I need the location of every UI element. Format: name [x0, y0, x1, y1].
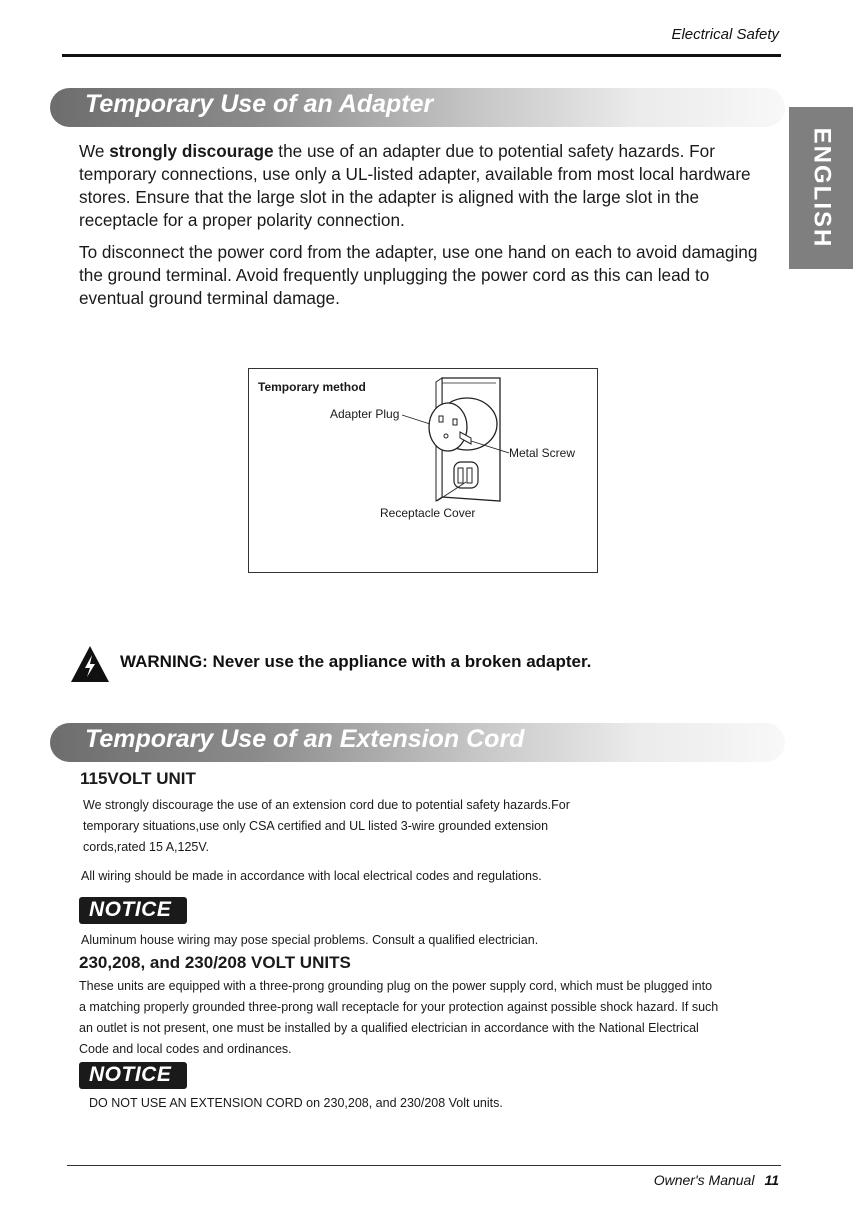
label-receptacle-cover: Receptacle Cover	[380, 506, 476, 520]
subheading-115v: 115VOLT UNIT	[80, 769, 196, 788]
label-metal-screw: Metal Screw	[509, 446, 576, 460]
notice-text-1: Aluminum house wiring may pose special problems. Consult a qualified electrician.	[81, 933, 539, 947]
section-banner-extension-cord	[50, 723, 785, 762]
p1-pre: We	[79, 141, 110, 161]
section-title-extension-cord: Temporary Use of an Extension Cord	[85, 725, 525, 753]
section-title-adapter: Temporary Use of an Adapter	[85, 90, 434, 118]
notice-badge-1	[79, 897, 187, 924]
footer-rule	[67, 1165, 781, 1166]
adapter-paragraph-1	[79, 140, 779, 232]
footer	[654, 1172, 779, 1188]
header-rule	[62, 54, 781, 57]
subheading-230v: 230,208, and 230/208 VOLT UNITS	[79, 953, 351, 972]
adapter-diagram	[248, 368, 598, 573]
p1-emphasis: strongly discourage	[109, 141, 274, 161]
paragraph-115v: We strongly discourage the use of an extension cord due to potential safety hazards.For temporary situations,use only CSA certified and UL listed 3-wire grounded extension cords,rated 15 A,125V.	[83, 798, 570, 854]
notice-badge-2	[79, 1062, 187, 1089]
label-adapter-plug: Adapter Plug	[330, 407, 400, 421]
language-tab	[789, 107, 853, 269]
notice-label-2: NOTICE	[89, 1063, 172, 1086]
paragraph-wiring: All wiring should be made in accordance with local electrical codes and regulations.	[81, 869, 542, 883]
warning-icon	[70, 645, 110, 683]
notice-label-1: NOTICE	[89, 898, 172, 921]
footer-label: Owner's Manual	[653, 1172, 755, 1188]
notice-text-2: DO NOT USE AN EXTENSION CORD on 230,208, and 230/208 Volt units.	[89, 1096, 503, 1110]
outlet-drawing	[249, 369, 599, 574]
p1-post: the use of an adapter due to potential safety hazards. For temporary connections, use only a UL-listed adapter, available from most local hardware stores. Ensure that the large slot in the adapter is aligned with the large slot in the receptacle for a proper polarity connection.	[79, 141, 751, 230]
section-banner-adapter	[50, 88, 785, 127]
diagram-title: Temporary method	[258, 380, 366, 394]
page-section-title: Electrical Safety	[671, 26, 779, 43]
adapter-paragraph-2: To disconnect the power cord from the adapter, use one hand on each to avoid damaging the ground terminal. Avoid frequently unplugging the power cord as this can lead to eventual ground terminal damage.	[79, 242, 758, 308]
paragraph-230v: These units are equipped with a three-prong grounding plug on the power supply cord, which must be plugged into a matching properly grounded three-prong wall receptacle for your protection against possible shock hazard. If such an outlet is not present, one must be installed by a qualified electrician in accordance with the National Electrical Code and local codes and ordinances.	[79, 979, 719, 1056]
language-tab-label: ENGLISH	[808, 127, 835, 249]
page-number: 11	[764, 1172, 779, 1188]
warning-text: WARNING: Never use the appliance with a broken adapter.	[120, 652, 592, 671]
